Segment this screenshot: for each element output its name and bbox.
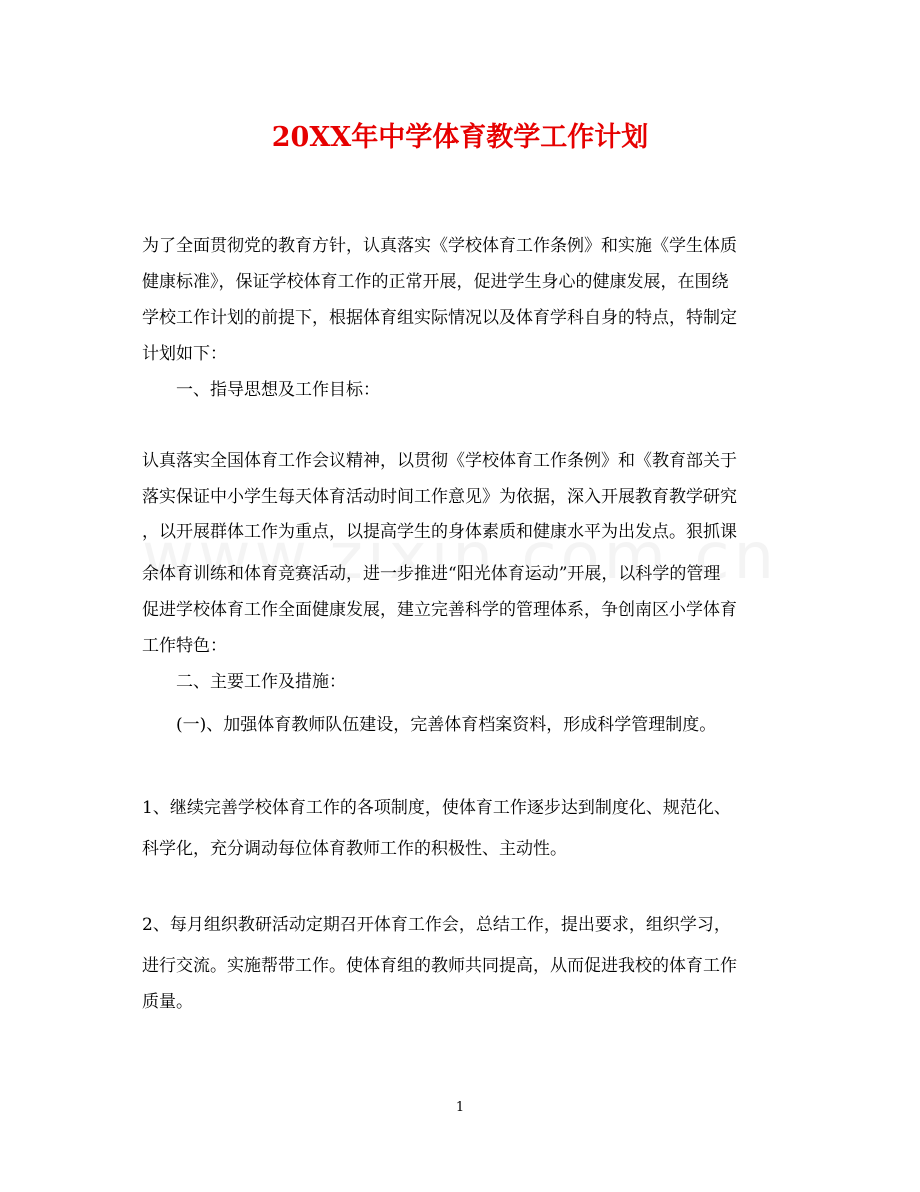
paragraph-line: 1、继续完善学校体育工作的各项制度，使体育工作逐步达到制度化、规范化、 [142,798,731,818]
document-title: 20XX年中学体育教学工作计划 [271,122,649,153]
paragraph-line: 促进学校体育工作全面健康发展，建立完善科学的管理体系，争创南区小学体育 [142,600,737,620]
paragraph-line: 质量。 [142,992,193,1012]
paragraph-line: 健康标准》，保证学校体育工作的正常开展，促进学生身心的健康发展，在围绕 [142,272,729,292]
paragraph-line: 认真落实全国体育工作会议精神，以贯彻《学校体育工作条例》和《教育部关于 [142,451,737,471]
paragraph-line: 科学化，充分调动每位体育教师工作的积极性、主动性。 [142,839,567,859]
paragraph-line: 落实保证中小学生每天体育活动时间工作意见》为依据，深入开展教育教学研究 [142,487,737,507]
paragraph-line: 工作特色： [142,636,227,656]
page-number: 1 [455,1100,465,1115]
paragraph-line: 为了全面贯彻党的教育方针，认真落实《学校体育工作条例》和实施《学生体质 [142,236,737,256]
paragraph-line: 进行交流。实施帮带工作。使体育组的教师共同提高，从而促进我校的体育工作 [142,956,737,976]
paragraph-line: 余体育训练和体育竞赛活动，进一步推进“阳光体育运动”开展，以科学的管理 [142,564,721,584]
paragraph-line: 计划如下： [142,344,227,364]
section-heading: 一、指导思想及工作目标： [176,380,380,400]
subsection-heading: (一)、加强体育教师队伍建设，完善体育档案资料，形成科学管理制度。 [176,715,717,735]
paragraph-line: 2、每月组织教研活动定期召开体育工作会，总结工作，提出要求，组织学习， [142,915,731,935]
section-heading: 二、主要工作及措施： [176,672,346,692]
paragraph-line: ，以开展群体工作为重点，以提高学生的身体素质和健康水平为出发点。狠抓课 [142,522,737,542]
paragraph-line: 学校工作计划的前提下，根据体育组实际情况以及体育学科自身的特点，特制定 [142,308,737,328]
